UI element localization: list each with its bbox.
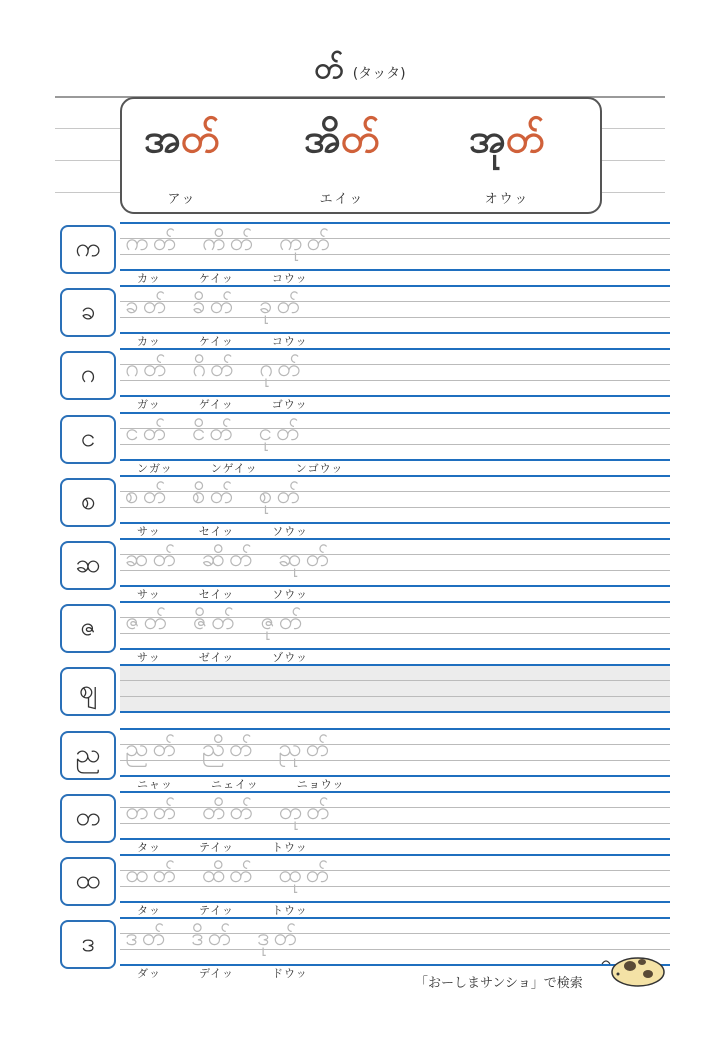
- example-reading: オウッ: [484, 192, 530, 207]
- trace-word: တတ်: [125, 796, 180, 825]
- trace-word: ခုတ်: [258, 291, 304, 320]
- trace-words: [125, 732, 355, 768]
- trace-words: [125, 352, 326, 388]
- reading-label: トウッ: [272, 840, 308, 854]
- trace-word: စတ်: [125, 480, 170, 509]
- practice-row: [55, 475, 670, 538]
- reading-label: タッ: [137, 904, 161, 917]
- row-top-line: [120, 791, 670, 793]
- reading-label: ニャッ: [137, 777, 173, 791]
- practice-row: [55, 664, 670, 727]
- reading-label: ゲイッ: [198, 398, 234, 412]
- reading-label: ゾウッ: [272, 651, 309, 665]
- title-glyph: တ်: [314, 51, 344, 86]
- trace-word: ဇတ်: [125, 607, 171, 636]
- practice-row: [55, 601, 670, 664]
- trace-word: စုတ်: [258, 480, 304, 509]
- reading-label: テイッ: [199, 840, 235, 854]
- trace-word: တိတ်: [201, 796, 257, 825]
- reading-label: ガッ: [137, 398, 161, 412]
- reading-labels: [137, 649, 346, 665]
- guide-line: [120, 696, 670, 697]
- example-reading: エイッ: [319, 192, 365, 207]
- consonant-box: ဇ: [60, 604, 116, 653]
- trace-words: [125, 479, 326, 515]
- trace-word: ခတ်: [125, 291, 170, 320]
- consonant-box: ထ: [60, 857, 116, 906]
- trace-word: တုတ်: [278, 796, 334, 825]
- mascot-icon: [600, 946, 666, 988]
- row-top-line: [120, 854, 670, 856]
- reading-label: ンゴウッ: [295, 461, 344, 475]
- practice-row: [55, 222, 670, 285]
- reading-label: トウッ: [272, 904, 308, 917]
- reading-label: ケイッ: [198, 335, 234, 349]
- row-top-line: [120, 222, 670, 224]
- page-title: [0, 48, 720, 93]
- reading-label: カッ: [137, 272, 161, 285]
- trace-words: [125, 226, 356, 262]
- reading-label: セイッ: [198, 524, 235, 538]
- consonant-box: တ: [60, 794, 116, 843]
- reading-label: サッ: [137, 524, 161, 538]
- reading-labels: [137, 902, 346, 918]
- trace-words: [125, 921, 323, 957]
- reading-labels: [137, 396, 346, 412]
- trace-word: ခိတ်: [191, 291, 237, 320]
- reading-label: デイッ: [199, 967, 235, 981]
- practice-row: [55, 412, 670, 475]
- trace-word: ကုတ်: [278, 228, 334, 256]
- consonant-box: ဂ: [60, 351, 116, 400]
- reading-label: ソウッ: [272, 524, 309, 538]
- reading-label: ケイッ: [198, 272, 234, 285]
- trace-word: ဇုတ်: [260, 607, 306, 636]
- example-suffix: တ်: [505, 116, 545, 162]
- row-bottom-line: [120, 711, 670, 713]
- trace-word: ဒတ်: [125, 923, 169, 952]
- trace-word: ငိတ်: [191, 417, 237, 446]
- reading-labels: [137, 586, 346, 602]
- example-suffix: တ်: [340, 116, 380, 162]
- practice-row: [55, 917, 670, 980]
- example-word: [122, 113, 242, 207]
- trace-word: ဒုတ်: [256, 923, 301, 952]
- footer-search-text: 「おーしまサンショ」で検索: [415, 976, 583, 991]
- reading-label: カッ: [137, 335, 161, 349]
- practice-row: [55, 285, 670, 348]
- consonant-box: င: [60, 415, 116, 464]
- row-top-line: [120, 538, 670, 540]
- trace-words: [125, 289, 326, 325]
- row-top-line: [120, 348, 670, 350]
- example-prefix: အိ: [304, 116, 341, 162]
- trace-word: စိတ်: [191, 480, 237, 509]
- reading-label: セイッ: [198, 588, 235, 601]
- row-top-line: [120, 601, 670, 603]
- example-prefix: အု: [469, 116, 506, 162]
- trace-word: ဂုတ်: [259, 354, 305, 383]
- consonant-box: က: [60, 225, 116, 274]
- reading-labels: [137, 965, 346, 981]
- trace-word: ကတ်: [125, 228, 180, 256]
- blank-practice-area: [120, 666, 670, 712]
- consonant-box: ဒ: [60, 920, 116, 969]
- reading-label: ニョウッ: [296, 777, 345, 791]
- example-word: [447, 113, 567, 207]
- row-top-line: [120, 285, 670, 287]
- trace-word: ထုတ်: [278, 860, 333, 888]
- reading-label: ンガッ: [137, 461, 173, 475]
- reading-label: ゼイッ: [198, 651, 235, 665]
- trace-words: [125, 795, 355, 831]
- trace-words: [125, 542, 355, 578]
- example-suffix: တ်: [180, 116, 220, 162]
- consonant-box: ဆ: [60, 541, 116, 590]
- example-box: [120, 97, 602, 214]
- trace-word: ထိတ်: [201, 860, 257, 888]
- row-top-line: [120, 475, 670, 477]
- reading-label: ンゲイッ: [210, 461, 258, 475]
- trace-word: ဂိတ်: [192, 354, 238, 383]
- trace-word: ထတ်: [125, 860, 180, 888]
- trace-words: [125, 416, 325, 452]
- trace-word: ညတ်: [125, 733, 180, 762]
- guide-line: [120, 680, 670, 681]
- reading-label: ダッ: [137, 967, 161, 981]
- reading-label: ニェイッ: [211, 777, 259, 791]
- reading-labels: [137, 523, 346, 539]
- trace-word: ငတ်: [125, 417, 170, 446]
- reading-label: サッ: [137, 588, 161, 601]
- practice-row: [55, 791, 670, 854]
- reading-label: サッ: [137, 651, 161, 665]
- trace-word: ဒိတ်: [190, 923, 235, 952]
- reading-labels: [137, 839, 346, 855]
- trace-word: ဂတ်: [125, 354, 171, 383]
- reading-label: ソウッ: [272, 588, 309, 601]
- reading-label: コウッ: [271, 272, 308, 285]
- row-top-line: [120, 728, 670, 730]
- reading-label: ドウッ: [272, 967, 308, 981]
- reading-labels: [137, 333, 346, 349]
- practice-row: [55, 348, 670, 411]
- row-top-line: [120, 412, 670, 414]
- title-reading: (タッタ): [352, 66, 406, 82]
- trace-word: ညိတ်: [201, 733, 257, 762]
- reading-labels: [137, 776, 383, 792]
- trace-word: ငုတ်: [258, 417, 304, 446]
- row-top-line: [120, 917, 670, 919]
- trace-word: ဇိတ်: [192, 607, 239, 636]
- trace-word: ဆိတ်: [201, 544, 257, 572]
- practice-row: [55, 538, 670, 601]
- practice-row: [55, 854, 670, 917]
- reading-labels: [137, 460, 381, 476]
- trace-word: ဆုတ်: [278, 544, 333, 572]
- trace-word: ဆတ်: [125, 544, 180, 572]
- trace-word: ညုတ်: [278, 733, 333, 762]
- reading-label: タッ: [137, 840, 161, 854]
- reading-labels: [137, 270, 346, 286]
- consonant-box: ဈ: [60, 667, 116, 716]
- reading-label: テイッ: [199, 904, 235, 917]
- example-word: [282, 113, 402, 207]
- trace-words: [125, 858, 355, 894]
- trace-words: [125, 605, 328, 641]
- consonant-box: စ: [60, 478, 116, 527]
- practice-row: [55, 728, 670, 791]
- consonant-box: ခ: [60, 288, 116, 337]
- consonant-box: ည: [60, 731, 116, 780]
- reading-label: ゴウッ: [271, 398, 308, 412]
- trace-word: ကိတ်: [201, 228, 257, 256]
- reading-label: コウッ: [271, 335, 308, 349]
- example-prefix: အ: [144, 116, 181, 162]
- example-reading: アッ: [167, 192, 197, 207]
